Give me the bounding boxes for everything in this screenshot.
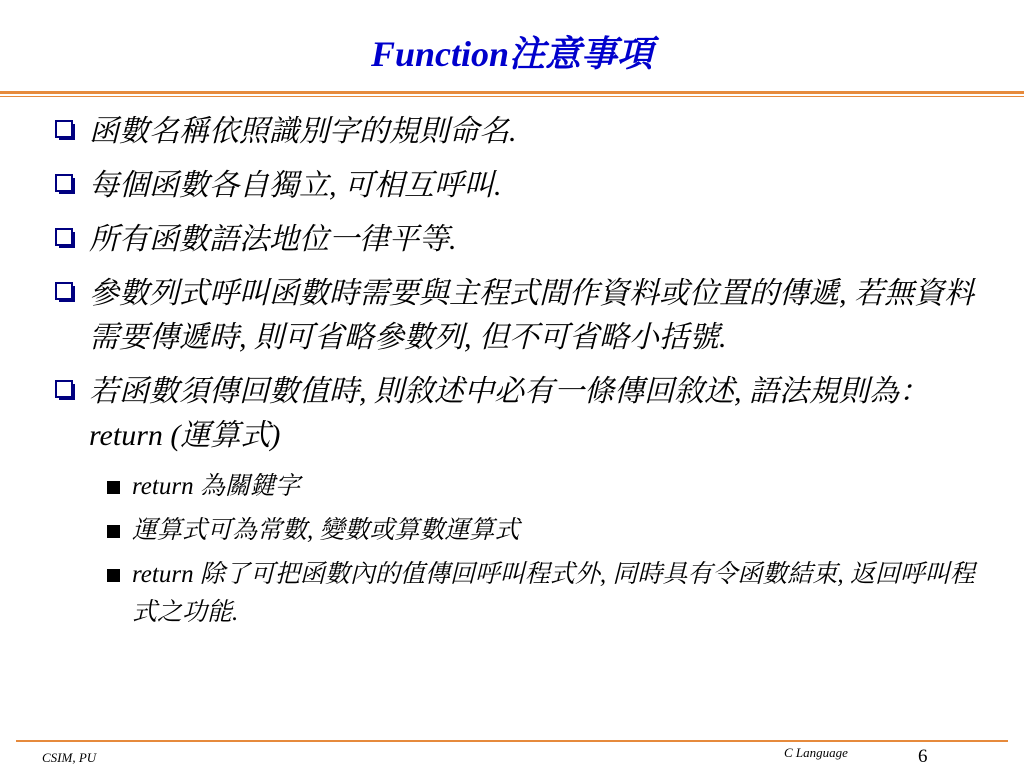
bullet-text: 若函數須傳回數值時, 則敘述中必有一條傳回敘述, 語法規則為： return (運算式) [89, 375, 929, 452]
hollow-square-bullet-icon [55, 174, 77, 196]
slide-content [55, 110, 975, 638]
title-divider-thin [0, 96, 1024, 97]
bullet-item-5 [55, 370, 975, 458]
sub-bullet-text: return 除了可把函數內的值傳回呼叫程式外, 同時具有令函數結束, 返回呼叫程式之功能. [132, 561, 975, 626]
filled-square-bullet-icon [107, 481, 120, 494]
sub-bullet-item-1 [107, 468, 975, 506]
bullet-text: 每個函數各自獨立, 可相互呼叫. [89, 169, 502, 202]
bullet-item-3 [55, 218, 975, 262]
hollow-square-bullet-icon [55, 120, 77, 142]
slide-title: Function注意事項 [370, 34, 654, 74]
sub-bullet-text: 運算式可為常數, 變數或算數運算式 [132, 517, 520, 544]
bullet-text: 參數列式呼叫函數時需要與主程式間作資料或位置的傳遞, 若無資料需要傳遞時, 則可省略參數列, 但不可省略小括號. [89, 277, 974, 354]
footer-course-label: CSIM, PU [42, 750, 97, 765]
bullet-text: 函數名稱依照識別字的規則命名. [89, 115, 517, 148]
bullet-item-4 [55, 272, 975, 360]
sub-bullet-text: return 為關鍵字 [132, 473, 300, 500]
sub-bullet-item-3 [107, 556, 975, 632]
sub-bullet-item-2 [107, 512, 975, 550]
title-divider-thick [0, 91, 1024, 94]
filled-square-bullet-icon [107, 525, 120, 538]
page-number: 6 [918, 746, 928, 767]
hollow-square-bullet-icon [55, 282, 77, 304]
bullet-text: 所有函數語法地位一律平等. [89, 223, 457, 256]
hollow-square-bullet-icon [55, 228, 77, 250]
footer-language-label: C Language [784, 745, 848, 760]
hollow-square-bullet-icon [55, 380, 77, 402]
footer-divider [16, 740, 1008, 742]
filled-square-bullet-icon [107, 569, 120, 582]
bullet-item-2 [55, 164, 975, 208]
bullet-item-1 [55, 110, 975, 154]
